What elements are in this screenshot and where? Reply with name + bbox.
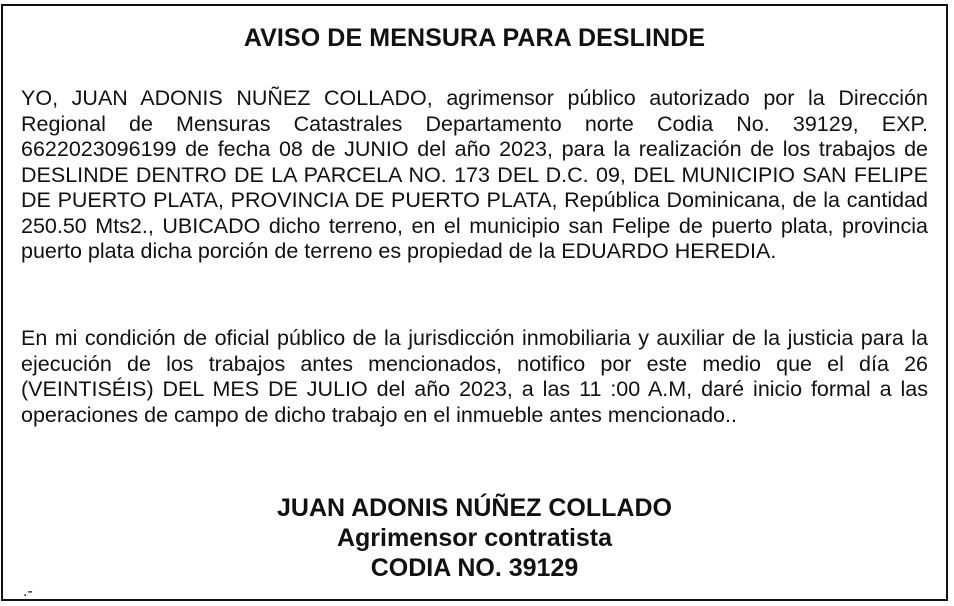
notice-paragraph-2: En mi condición de oficial público de la jurisdicción inmobiliaria y auxiliar de la justicia para la ejecución de los trabajos antes mencionados, notifico por este medio que el día 26 (VEINTISÉIS) DEL MES DE JULIO del año 2023, a las 11 :00 A.M, daré inicio formal a las operaciones de campo de dicho trabajo en el inmueble antes mencionado.. [21,326,928,427]
signature-block [3,493,946,583]
signature-name: JUAN ADONIS NÚÑEZ COLLADO [277,494,672,522]
notice-box [1,4,948,601]
footer-mark: .- [23,583,33,600]
signature-codia: CODIA NO. 39129 [370,554,579,582]
notice-title: AVISO DE MENSURA PARA DESLINDE [243,24,706,52]
signature-role: Agrimensor contratista [336,524,613,552]
notice-paragraph-1: YO, JUAN ADONIS NUÑEZ COLLADO, agrimensor público autorizado por la Dirección Regional de Mensuras Catastrales Departamento norte Codia No. 39129, EXP. 6622023096199 de fecha 08 de JUNIO del año 2023, para la realización de los trabajos de DESLINDE DENTRO DE LA PARCELA NO. 173 DEL D.C. 09, DEL MUNICIPIO SAN FELIPE DE PUERTO PLATA, PROVINCIA DE PUERTO PLATA, República Dominicana, de la cantidad 250.50 Mts2., UBICADO dicho terreno, en el municipio san Felipe de puerto plata, provincia puerto plata dicha porción de terreno es propiedad de la EDUARDO HEREDIA. [21,86,928,263]
